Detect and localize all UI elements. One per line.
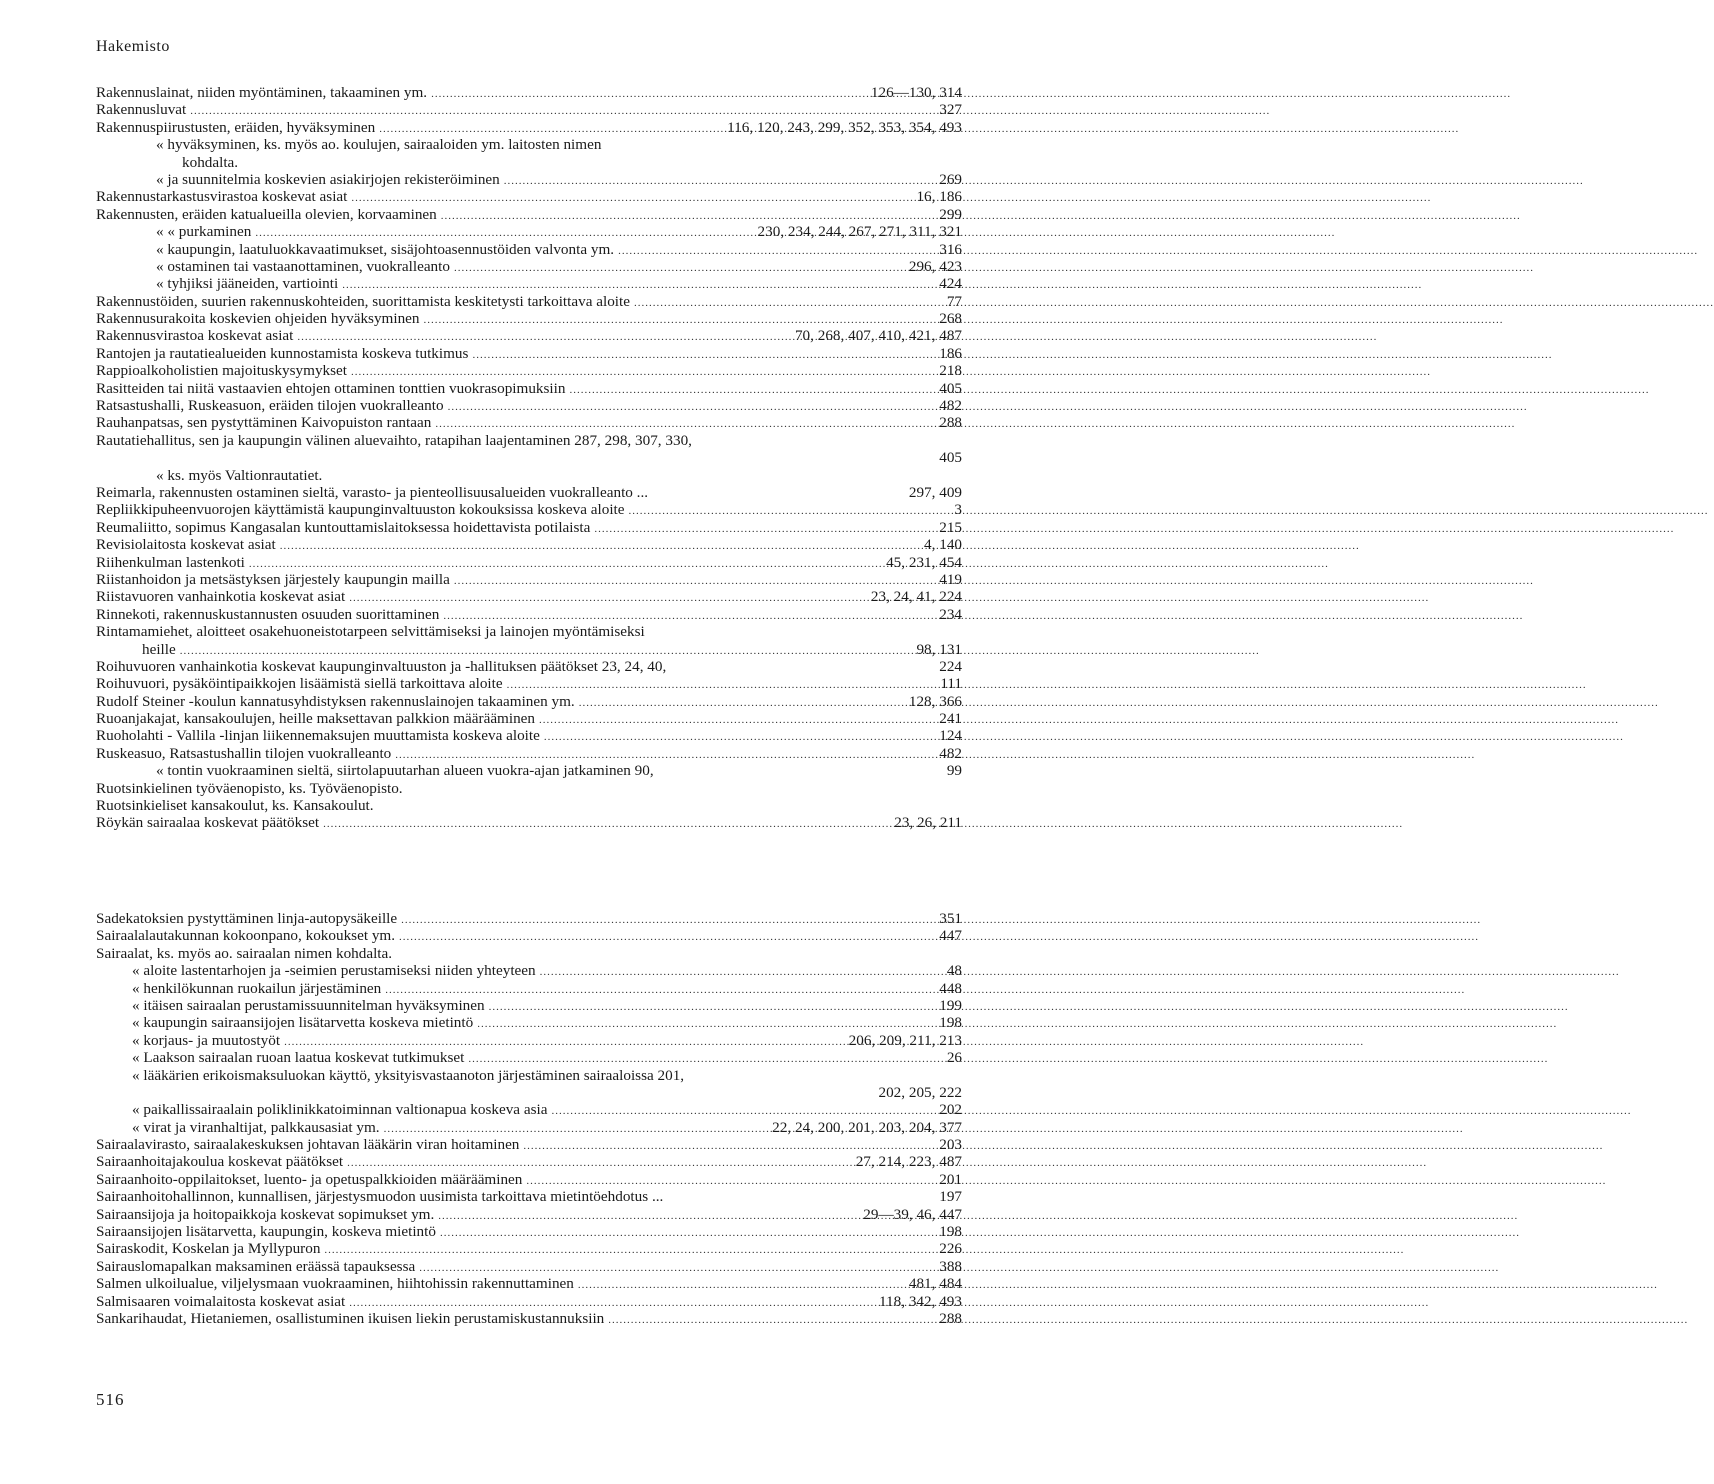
index-subentry: « aloite lastentarhojen ja -seimien perustamiseksi niiden yhteyteen ..... 48 xyxy=(96,962,962,979)
index-subentry: « itäisen sairaalan perustamissuunnitelman hyväksyminen ..... 199 xyxy=(96,997,962,1014)
index-entry: Sankarihaudat, Hietaniemen, osallistuminen ikuisen liekin perustamiskustannuksiin ..... 288 xyxy=(96,1310,962,1327)
index-continuation: 202, 205, 222 xyxy=(878,1083,962,1101)
running-header: Hakemisto xyxy=(96,38,170,55)
index-entry: Sairaalalautakunnan kokoonpano, kokoukset ym. ..... 447 xyxy=(96,927,962,944)
index-subentry: « ks. myös Valtionrautatiet. xyxy=(156,466,323,484)
index-continuation: heille ..... 98, 131 xyxy=(96,641,962,658)
index-continuation: kohdalta. xyxy=(182,153,239,171)
index-entry: Reumaliitto, sopimus Kangasalan kuntouttamislaitoksessa hoidettavista potilaista ..... 215 xyxy=(96,519,962,536)
index-continuation: 405 xyxy=(939,449,962,467)
index-entry: Sairaansijojen lisätarvetta, kaupungin, koskeva mietintö ..... 198 xyxy=(96,1223,962,1240)
index-subentry: « ja suunnitelmia koskevien asiakirjojen rekisteröiminen ..... 269 xyxy=(96,171,962,188)
index-entry: Riistavuoren vanhainkotia koskevat asiat ..... 23, 24, 41, 224 xyxy=(96,588,962,605)
index-entry: Rakennuspiirustusten, eräiden, hyväksyminen ..... 116, 120, 243, 299, 352, 353, 354, 493 xyxy=(96,119,962,136)
index-subentry: « ostaminen tai vastaanottaminen, vuokralleanto ..... 296, 423 xyxy=(96,258,962,275)
index-entry: Roihuvuoren vanhainkotia koskevat kaupunginvaltuuston ja -hallituksen päätökset 23, 24, 40, 224 xyxy=(96,657,962,675)
index-entry: Salmen ulkoilualue, viljelysmaan vuokraaminen, hiihtohissin rakennuttaminen ..... 481, 484 xyxy=(96,1275,962,1292)
index-entry: Sairaanhoito-oppilaitokset, luento- ja opetuspalkkioiden määrääminen ..... 201 xyxy=(96,1171,962,1188)
index-entry: Rappioalkoholistien majoituskysymykset ..... 218 xyxy=(96,362,962,379)
index-subentry: « korjaus- ja muutostyöt ..... 206, 209, 211, 213 xyxy=(96,1032,962,1049)
index-entry: Ruotsinkieliset kansakoulut, ks. Kansakoulut. xyxy=(96,797,374,815)
index-entry: Rauhanpatsas, sen pystyttäminen Kaivopuiston rantaan ..... 288 xyxy=(96,414,962,431)
index-entry: Sairaanhoitohallinnon, kunnallisen, järjestysmuodon uusimista tarkoittava mietintöehdotus ... 197 xyxy=(96,1188,962,1206)
index-entry: Sairaalat, ks. myös ao. sairaalan nimen kohdalta. xyxy=(96,944,393,962)
index-subentry: « tyhjiksi jääneiden, vartiointi ..... 424 xyxy=(96,275,962,292)
index-entry: Sairaanhoitajakoulua koskevat päätökset ..... 27, 214, 223, 487 xyxy=(96,1153,962,1170)
index-entry: Repliikkipuheenvuorojen käyttämistä kaupunginvaltuuston kokouksissa koskeva aloite ..... 3 xyxy=(96,501,962,518)
index-entry: Rakennustöiden, suurien rakennuskohteiden, suorittamista keskitetysti tarkoittava aloite ..... 77 xyxy=(96,293,962,310)
index-subentry: « henkilökunnan ruokailun järjestäminen ..... 448 xyxy=(96,980,962,997)
index-entry: Rakennustarkastusvirastoa koskevat asiat ..... 16, 186 xyxy=(96,188,962,205)
index-section-r xyxy=(96,84,962,832)
index-subentry: « paikallissairaalain poliklinikkatoiminnan valtionapua koskeva asia ..... 202 xyxy=(96,1101,962,1118)
index-entry: Rasitteiden tai niitä vastaavien ehtojen ottaminen tonttien vuokrasopimuksiin ..... 405 xyxy=(96,380,962,397)
index-entry: Ruoholahti - Vallila -linjan liikennemaksujen muuttamista koskeva aloite ..... 124 xyxy=(96,727,962,744)
index-subentry: « hyväksyminen, ks. myös ao. koulujen, sairaaloiden ym. laitosten nimen xyxy=(156,136,602,154)
index-entry: Riihenkulman lastenkoti ..... 45, 231, 454 xyxy=(96,554,962,571)
index-entry: Reimarla, rakennusten ostaminen sieltä, varasto- ja pienteollisuusalueiden vuokralleanto ... 297, 409 xyxy=(96,483,962,501)
index-subentry: « kaupungin sairaansijojen lisätarvetta koskeva mietintö ..... 198 xyxy=(96,1014,962,1031)
page-number: 516 xyxy=(96,1390,125,1409)
index-entry: Röykän sairaalaa koskevat päätökset ..... 23, 26, 211 xyxy=(96,814,962,831)
index-entry: Rintamamiehet, aloitteet osakehuoneistotarpeen selvittämiseksi ja lainojen myöntämiseksi xyxy=(96,623,645,641)
index-entry: Rakennusten, eräiden katualueilla olevien, korvaaminen ..... 299 xyxy=(96,206,962,223)
index-subentry: « virat ja viranhaltijat, palkkausasiat ym. ..... 22, 24, 200, 201, 203, 204, 377 xyxy=(96,1119,962,1136)
index-subentry: « Laakson sairaalan ruoan laatua koskevat tutkimukset ..... 26 xyxy=(96,1049,962,1066)
index-entry: Revisiolaitosta koskevat asiat ..... 4, 140 xyxy=(96,536,962,553)
index-entry: Rautatiehallitus, sen ja kaupungin välinen aluevaihto, ratapihan laajentaminen 287, 298, 307, 330, xyxy=(96,431,692,449)
index-entry: Rakennuslainat, niiden myöntäminen, takaaminen ym. ..... 126—130, 314 xyxy=(96,84,962,101)
index-entry: Rakennusvirastoa koskevat asiat ..... 70, 268, 407, 410, 421, 487 xyxy=(96,327,962,344)
index-subentry: « « purkaminen ..... 230, 234, 244, 267, 271, 311, 321 xyxy=(96,223,962,240)
index-entry: Sairauslomapalkan maksaminen eräässä tapauksessa ..... 388 xyxy=(96,1258,962,1275)
index-entry: Rakennusurakoita koskevien ohjeiden hyväksyminen ..... 268 xyxy=(96,310,962,327)
index-entry: Sadekatoksien pystyttäminen linja-autopysäkeille ..... 351 xyxy=(96,910,962,927)
index-entry: Rantojen ja rautatiealueiden kunnostamista koskeva tutkimus ..... 186 xyxy=(96,345,962,362)
index-subentry: « lääkärien erikoismaksuluokan käyttö, yksityisvastaanoton järjestäminen sairaaloissa 201, xyxy=(132,1066,685,1084)
index-entry: Ruskeasuo, Ratsastushallin tilojen vuokralleanto ..... 482 xyxy=(96,745,962,762)
index-entry: Ruoanjakajat, kansakoulujen, heille maksettavan palkkion määrääminen ..... 241 xyxy=(96,710,962,727)
index-entry: Ratsastushalli, Ruskeasuon, eräiden tilojen vuokralleanto ..... 482 xyxy=(96,397,962,414)
index-entry: Salmisaaren voimalaitosta koskevat asiat ..... 118, 342, 493 xyxy=(96,1293,962,1310)
index-entry: Rudolf Steiner -koulun kannatusyhdistyksen rakennuslainojen takaaminen ym. ..... 128, 366 xyxy=(96,693,962,710)
index-entry: Sairaansijoja ja hoitopaikkoja koskevat sopimukset ym. ..... 29—39, 46, 447 xyxy=(96,1206,962,1223)
index-subentry: « kaupungin, laatuluokkavaatimukset, sisäjohtoasennustöiden valvonta ym. ..... 316 xyxy=(96,241,962,258)
index-entry: Sairaskodit, Koskelan ja Myllypuron ..... 226 xyxy=(96,1240,962,1257)
index-entry: Roihuvuori, pysäköintipaikkojen lisäämistä siellä tarkoittava aloite ..... 111 xyxy=(96,675,962,692)
index-entry: Sairaalavirasto, sairaalakeskuksen johtavan lääkärin viran hoitaminen ..... 203 xyxy=(96,1136,962,1153)
index-entry: Rinnekoti, rakennuskustannusten osuuden suorittaminen ..... 234 xyxy=(96,606,962,623)
index-section-s xyxy=(96,910,962,1327)
index-entry: Rakennusluvat ..... 327 xyxy=(96,101,962,118)
index-subentry: « tontin vuokraaminen sieltä, siirtolapuutarhan alueen vuokra-ajan jatkaminen 90, 99 xyxy=(156,762,962,780)
index-entry: Ruotsinkielinen työväenopisto, ks. Työväenopisto. xyxy=(96,779,403,797)
index-entry: Riistanhoidon ja metsästyksen järjestely kaupungin mailla ..... 419 xyxy=(96,571,962,588)
